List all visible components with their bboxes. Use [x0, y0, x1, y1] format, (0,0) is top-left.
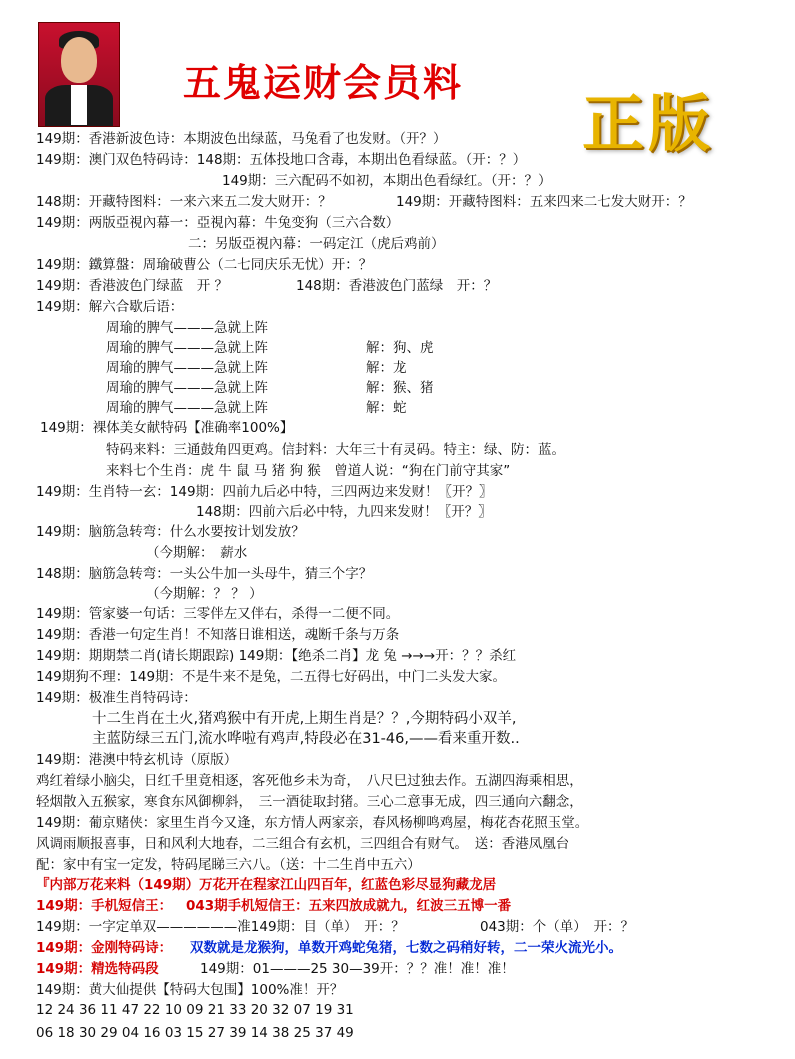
text-line: 配：家中有宝一定发，特码尾睇三六八。（送：十二生肖中五六） [36, 857, 421, 873]
text-line: 149期：金刚特码诗： [36, 940, 173, 956]
text-line: 149期：香港新波色诗：本期波色出绿蓝，马兔看了也发财。（开？） [36, 131, 447, 147]
text-line: 148期：香港波色门蓝绿 开：？ [296, 278, 498, 294]
text-line: 149期：鐵算盤：周瑜破曹公（二七同庆乐无忧）开：？ [36, 257, 373, 273]
text-line: 149期：管家婆一句话：三零伴左又伴右，杀得一二便不同。 [36, 606, 400, 622]
text-line: 双数就是龙猴狗，单数开鸡蛇兔猪，七数之码稍好转，二一荣火流光小。 [190, 940, 622, 956]
text-line: 149期：期期禁二肖(请长期跟踪) 149期：【绝杀二肖】龙 兔 →→→开：？？杀红 [36, 648, 517, 664]
text-line: 149期：裸体美女献特码【准确率100%】 [40, 420, 294, 436]
text-line: 043期：个（单） 开：？ [480, 919, 635, 935]
text-line: 解：蛇 [366, 400, 407, 416]
number-row: 06 18 30 29 04 16 03 15 27 39 14 38 25 37 49 [36, 1025, 354, 1041]
text-line: 149期：极准生肖特码诗： [36, 690, 197, 706]
text-line: 149期：葡京赌侠：家里生肖今又逢，东方情人两家亲，春风杨柳鸣鸡屋，梅花杏花照玉堂。 [36, 815, 589, 831]
text-line: 149期：两版亞視內幕一：亞視內幕：牛兔变狗（三六合数） [36, 215, 400, 231]
text-line: 轻烟散入五猴家，寒食东风御柳斜， 三一酒徒取封猪。三心二意事无成，四三通向六翻念， [36, 794, 583, 810]
page-title: 五鬼运财会员料 [183, 60, 464, 105]
text-line: 周瑜的脾气———急就上阵 [106, 340, 268, 356]
text-line: 043期手机短信王：五来四放成就九，红波三五博一番 [186, 898, 512, 914]
text-line: 解：龙 [366, 360, 407, 376]
text-line: 149期：01———25 30—39开：？？准！准！准！ [200, 961, 515, 977]
text-line: 148期：四前六后必中特，九四来发财！〖开？〗 [196, 504, 492, 520]
text-line: 二：另版亞視內幕：一码定江（虎后鸡前） [188, 236, 445, 252]
text-line: 149期：生肖特一玄：149期：四前九后必中特，三四两边来发财！〖开？〗 [36, 484, 493, 500]
text-line: 周瑜的脾气———急就上阵 [106, 380, 268, 396]
text-line: 149期：香港波色门绿蓝 开 ？ [36, 278, 229, 294]
text-line: 风调雨顺报喜事，日和风利大地春，二三组合有玄机，三四组合有财气。 送：香港凤凰台 [36, 836, 570, 852]
text-line: 149期：港澳中特玄机诗（原版） [36, 752, 238, 768]
authentic-stamp: 正版 [582, 87, 715, 160]
text-line: 149期：三六配码不如初，本期出色看绿红。（开：？） [222, 173, 552, 189]
text-line: 鸡红着绿小脑尖，日红千里竟相逐，客死他乡未为奇， 八尺巳过独去作。五湖四海乘相思， [36, 773, 583, 789]
text-line: 149期：澳门双色特码诗：148期：五体投地口含毒，本期出色看绿蓝。（开：？） [36, 152, 527, 168]
text-line: 149期：解六合歇后语： [36, 299, 184, 315]
text-line: 来料七个生肖：虎 牛 鼠 马 猪 狗 猴 曾道人说：“狗在门前守其家” [106, 463, 511, 479]
portrait-photo [38, 22, 120, 127]
text-line: 149期：精选特码段 [36, 961, 159, 977]
text-line: 149期：手机短信王： [36, 898, 173, 914]
text-line: 148期：开藏特图料：一来六来五二发大财开：？ [36, 194, 332, 210]
text-line: 特码来料：三通鼓角四更鸡。信封料：大年三十有灵码。特主：绿、防：蓝。 [106, 442, 565, 458]
text-line: 149期：开藏特图料：五来四来二七发大财开：？ [396, 194, 692, 210]
text-line: 『内部万花来料（149期）万花开在程家江山四百年，红蓝色彩尽显狗藏龙居 [36, 877, 497, 893]
text-line: 周瑜的脾气———急就上阵 [106, 400, 268, 416]
text-line: 主蓝防绿三五门,流水哗啦有鸡声,特段必在31-46,——看来重开数.. [92, 731, 520, 747]
text-line: 解：狗、虎 [366, 340, 434, 356]
text-line: 149期：香港一句定生肖！不知落日谁相送，魂断千条与万条 [36, 627, 400, 643]
text-line: 149期：脑筋急转弯：什么水要按计划发放？ [36, 524, 305, 540]
text-line: 149期：黄大仙提供【特码大包围】100%准！开？ [36, 982, 344, 998]
text-line: 148期：脑筋急转弯：一头公牛加一头母牛，猜三个字？ [36, 566, 373, 582]
text-line: （今期解： 薪水 [146, 545, 248, 561]
text-line: 149期：一字定单双——————准149期：目（单） 开：？ [36, 919, 405, 935]
text-line: 周瑜的脾气———急就上阵 [106, 320, 268, 336]
text-line: （今期解：？ ？ ） [146, 586, 263, 602]
text-line: 周瑜的脾气———急就上阵 [106, 360, 268, 376]
number-row: 12 24 36 11 47 22 10 09 21 33 20 32 07 19 31 [36, 1002, 354, 1018]
text-line: 十二生肖在土火,猪鸡猴中有开虎,上期生肖是？？,今期特码小双羊, [92, 711, 517, 727]
text-line: 149期狗不理：149期：不是牛来不是兔，二五得七好码出，中门二头发大家。 [36, 669, 507, 685]
text-line: 解：猴、猪 [366, 380, 434, 396]
